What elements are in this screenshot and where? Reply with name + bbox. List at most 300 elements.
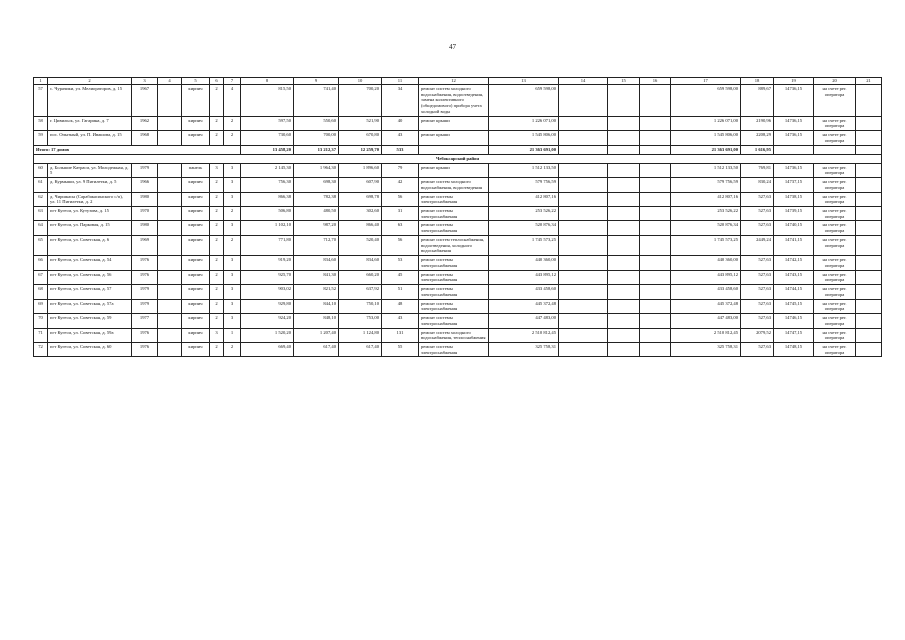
table-cell — [559, 207, 608, 221]
table-cell: 2 — [224, 116, 241, 130]
table-cell: г. Цивильск, ул. Гагарина, д. 7 — [48, 116, 132, 130]
table-cell: пгт Кугеси, ул. Советская, д. 54 — [48, 256, 132, 270]
column-number: 11 — [382, 78, 419, 85]
total-cell — [559, 145, 608, 154]
table-cell: 848,10 — [294, 314, 339, 328]
table-cell: 2190,96 — [741, 116, 774, 130]
table-cell — [640, 178, 671, 192]
table-cell: 2 — [224, 131, 241, 145]
table-cell: ремонт системы электроснабжения — [419, 256, 489, 270]
table-cell — [559, 235, 608, 255]
table-cell: 1979 — [132, 299, 158, 313]
table-row — [34, 270, 882, 284]
table-cell: 2079,52 — [741, 328, 774, 342]
table-cell: 2 — [210, 256, 224, 270]
table-cell: кирпич — [182, 342, 210, 356]
total-label: Итого: 17 домов — [34, 145, 241, 154]
table-cell: на счете рег. оператора — [814, 221, 856, 235]
table-cell: кирпич — [182, 116, 210, 130]
table-cell — [608, 85, 640, 117]
table-cell — [158, 270, 182, 284]
table-cell: кирпич — [182, 299, 210, 313]
table-cell — [559, 116, 608, 130]
table-cell: 14745,15 — [774, 299, 814, 313]
total-cell — [419, 145, 489, 154]
table-cell — [640, 221, 671, 235]
table-cell — [856, 328, 882, 342]
table-cell: 14739,15 — [774, 207, 814, 221]
table-cell — [608, 235, 640, 255]
table-cell — [559, 131, 608, 145]
table-cell — [608, 131, 640, 145]
table-cell: кирпич — [182, 328, 210, 342]
table-cell: на счете рег. оператора — [814, 131, 856, 145]
table-cell: 889,67 — [741, 85, 774, 117]
table-cell: ремонт системы электроснабжения — [419, 299, 489, 313]
table-cell: 2 — [210, 192, 224, 206]
column-number: 8 — [241, 78, 294, 85]
table-cell: 3 — [224, 299, 241, 313]
table-cell: 698,30 — [294, 178, 339, 192]
table-cell — [608, 256, 640, 270]
table-cell: д. Чиршкасы (Сарабакасинского с/п), ул. 11 Пятилетки, д. 2 — [48, 192, 132, 206]
table-cell — [640, 131, 671, 145]
table-cell: 3 — [224, 192, 241, 206]
table-cell — [608, 116, 640, 130]
column-number: 5 — [182, 78, 210, 85]
table-cell: 131 — [382, 328, 419, 342]
total-cell: 1 616,95 — [741, 145, 774, 154]
table-row — [34, 192, 882, 206]
total-cell — [856, 145, 882, 154]
table-cell: 3 — [224, 270, 241, 284]
table-cell — [158, 342, 182, 356]
table-cell: 445 372,48 — [671, 299, 741, 313]
table-cell — [856, 85, 882, 117]
table-cell: 659 598,00 — [671, 85, 741, 117]
table-cell — [608, 192, 640, 206]
table-cell: 63 — [382, 221, 419, 235]
table-cell — [856, 207, 882, 221]
table-cell — [640, 116, 671, 130]
table-cell: 1 545 806,00 — [489, 131, 559, 145]
table-cell: 2 — [224, 207, 241, 221]
table-cell: 60 — [34, 163, 48, 177]
table-cell — [559, 299, 608, 313]
column-number: 15 — [608, 78, 640, 85]
table-cell: 302,60 — [339, 207, 382, 221]
total-cell: 12 259,70 — [339, 145, 382, 154]
table-cell — [158, 163, 182, 177]
table-cell: 527,63 — [741, 221, 774, 235]
table-cell: 815,50 — [241, 85, 294, 117]
table-cell: 730,60 — [241, 131, 294, 145]
table-cell: 1970 — [132, 207, 158, 221]
column-number: 13 — [489, 78, 559, 85]
table-cell: 834,60 — [294, 256, 339, 270]
column-number-row — [34, 78, 882, 85]
table-row — [34, 299, 882, 313]
table-cell: 480,50 — [294, 207, 339, 221]
table-cell: 521,90 — [339, 116, 382, 130]
table-cell: 527,63 — [741, 342, 774, 356]
table-cell: 527,63 — [741, 192, 774, 206]
table-cell: на счете рег. оператора — [814, 285, 856, 299]
table-cell — [158, 299, 182, 313]
table-cell — [856, 342, 882, 356]
table-cell: 670,80 — [339, 131, 382, 145]
table-cell: 1 207,40 — [294, 328, 339, 342]
column-number: 16 — [640, 78, 671, 85]
table-cell: 71 — [34, 328, 48, 342]
column-number: 4 — [158, 78, 182, 85]
table-cell: 1 — [224, 328, 241, 342]
table-cell: 700,00 — [294, 131, 339, 145]
table-cell: 1968 — [132, 131, 158, 145]
table-cell: 1 102,10 — [241, 221, 294, 235]
table-cell: 57 — [34, 85, 48, 117]
table-cell — [640, 270, 671, 284]
table-cell: 2 — [210, 285, 224, 299]
table-cell: 771,80 — [241, 235, 294, 255]
table-row — [34, 342, 882, 356]
table-cell: 637,92 — [339, 285, 382, 299]
table-cell: 65 — [34, 235, 48, 255]
table-cell: на счете рег. оператора — [814, 116, 856, 130]
table-cell: ремонт систем холодного водоснабжения, теплоснабжения — [419, 328, 489, 342]
table-cell — [608, 163, 640, 177]
table-cell — [158, 192, 182, 206]
table-cell — [856, 235, 882, 255]
table-cell: 2 — [210, 221, 224, 235]
table-cell: 520 876,34 — [671, 221, 741, 235]
table-cell — [640, 314, 671, 328]
table-cell: 3 — [224, 285, 241, 299]
table-cell: 659 598,00 — [489, 85, 559, 117]
table-cell — [608, 285, 640, 299]
table-cell: 1 226 071,00 — [489, 116, 559, 130]
table-row — [34, 163, 882, 177]
table-cell: 14736,15 — [774, 116, 814, 130]
table-cell: 1962 — [132, 116, 158, 130]
table-cell: ремонт системы электроснабжения — [419, 192, 489, 206]
table-cell: 14746,15 — [774, 314, 814, 328]
table-cell: 1976 — [132, 342, 158, 356]
total-cell — [814, 145, 856, 154]
table-cell: 924,20 — [241, 314, 294, 328]
table-cell: 1980 — [132, 221, 158, 235]
table-cell: 1976 — [132, 270, 158, 284]
total-cell: 13 458,20 — [241, 145, 294, 154]
table-cell — [608, 314, 640, 328]
column-number: 9 — [294, 78, 339, 85]
table-cell: 527,63 — [741, 314, 774, 328]
table-cell: 2 510 812,45 — [671, 328, 741, 342]
table-cell: 597,50 — [241, 116, 294, 130]
total-cell: 21 363 691,00 — [489, 145, 559, 154]
table-cell: на счете рег. оператора — [814, 192, 856, 206]
table-cell: кирпич — [182, 256, 210, 270]
table-cell: 1979 — [132, 163, 158, 177]
table-row — [34, 221, 882, 235]
table-cell: ремонт системы электроснабжения — [419, 270, 489, 284]
table-cell: 55 — [382, 342, 419, 356]
table-cell: на счете рег. оператора — [814, 207, 856, 221]
table-cell: 769,81 — [741, 163, 774, 177]
table-cell: пгт Кугеси, ул. Советская, д. 60 — [48, 342, 132, 356]
column-number: 3 — [132, 78, 158, 85]
table-cell: 617,40 — [339, 342, 382, 356]
table-cell: 2 — [210, 235, 224, 255]
table-row — [34, 131, 882, 145]
table-cell: 866,38 — [241, 192, 294, 206]
table-cell: 68 — [34, 285, 48, 299]
table-cell: 1 512 133,50 — [489, 163, 559, 177]
table-cell: 253 526,22 — [489, 207, 559, 221]
column-number: 14 — [559, 78, 608, 85]
column-number: 21 — [856, 78, 882, 85]
table-cell: 412 807,16 — [671, 192, 741, 206]
table-cell — [608, 270, 640, 284]
table-cell: 79 — [382, 163, 419, 177]
table-cell — [640, 85, 671, 117]
table-cell: 698,78 — [339, 192, 382, 206]
table-cell — [856, 131, 882, 145]
table-cell: кирпич — [182, 131, 210, 145]
column-number: 18 — [741, 78, 774, 85]
table-cell: 834,60 — [339, 256, 382, 270]
table-cell: 31 — [382, 207, 419, 221]
table-cell: пос. Опытный, ул. П. Ивашова, д. 15 — [48, 131, 132, 145]
table-cell — [640, 235, 671, 255]
table-cell: 925,70 — [241, 270, 294, 284]
table-cell: пгт Кугеси, ул. Парковая, д. 15 — [48, 221, 132, 235]
table-cell: пгт Кугеси, ул. Советская, д. 57 — [48, 285, 132, 299]
table-cell: 64 — [34, 221, 48, 235]
table-cell: 443 895,12 — [671, 270, 741, 284]
table-cell — [640, 163, 671, 177]
table-cell: 987,20 — [294, 221, 339, 235]
table-cell: 2 — [210, 342, 224, 356]
table-cell — [559, 221, 608, 235]
table-cell: 844,10 — [294, 299, 339, 313]
table-cell: 53 — [382, 256, 419, 270]
table-cell: ремонт крыши — [419, 131, 489, 145]
table-cell: 2 — [210, 131, 224, 145]
table-cell — [856, 285, 882, 299]
table-cell — [856, 299, 882, 313]
table-cell: ремонт системы электроснабжения — [419, 221, 489, 235]
table-cell: пгт Кугеси, ул. Советская, д. 56 — [48, 270, 132, 284]
table-cell: 62 — [34, 192, 48, 206]
table-cell: 2 — [224, 342, 241, 356]
table-cell: 51 — [382, 285, 419, 299]
table-cell: 3 — [224, 163, 241, 177]
table-cell: 14736,15 — [774, 163, 814, 177]
table-cell: 56 — [382, 235, 419, 255]
table-cell — [158, 116, 182, 130]
table-cell: 527,63 — [741, 270, 774, 284]
table-row — [34, 178, 882, 192]
table-cell: на счете рег. оператора — [814, 342, 856, 356]
table-cell: 2 — [210, 299, 224, 313]
table-cell: 433 458,60 — [489, 285, 559, 299]
table-row — [34, 328, 882, 342]
table-cell: 527,63 — [741, 256, 774, 270]
table-cell — [559, 256, 608, 270]
table-cell: 43 — [382, 131, 419, 145]
table-cell: 2 — [210, 178, 224, 192]
table-cell: 63 — [34, 207, 48, 221]
table-cell: кирпич — [182, 178, 210, 192]
table-cell: 750,10 — [339, 299, 382, 313]
table-cell: 445 372,48 — [489, 299, 559, 313]
table-cell: ремонт системы электроснабжения — [419, 285, 489, 299]
table-cell: 2449,24 — [741, 235, 774, 255]
table-cell — [559, 328, 608, 342]
table-cell: на счете рег. оператора — [814, 270, 856, 284]
table-cell: 14737,15 — [774, 178, 814, 192]
table-cell: 447 483,00 — [489, 314, 559, 328]
table-cell: ремонт систем теплоснабжения, водоотведения, холодного водоснабжения — [419, 235, 489, 255]
table-cell: 520,40 — [339, 235, 382, 255]
table-cell: на счете рег. оператора — [814, 299, 856, 313]
table-cell — [158, 221, 182, 235]
table-row — [34, 207, 882, 221]
table-cell — [640, 285, 671, 299]
table-cell: 3 — [224, 256, 241, 270]
table-cell: 830,24 — [741, 178, 774, 192]
table-cell — [608, 299, 640, 313]
total-cell: 533 — [382, 145, 419, 154]
table-cell: ремонт крыши — [419, 116, 489, 130]
table-cell: 433 458,60 — [671, 285, 741, 299]
table-cell — [640, 328, 671, 342]
table-cell: 700,20 — [339, 85, 382, 117]
table-cell: 3 — [224, 178, 241, 192]
table-cell: 617,40 — [294, 342, 339, 356]
table-cell: 866,40 — [339, 221, 382, 235]
table-cell: 14736,15 — [774, 131, 814, 145]
table-cell: 14740,15 — [774, 221, 814, 235]
table-cell — [559, 192, 608, 206]
column-number: 6 — [210, 78, 224, 85]
table-cell — [640, 299, 671, 313]
table-cell: пгт Кугеси, ул. Кутузова, д. 15 — [48, 207, 132, 221]
page-number: 47 — [449, 43, 456, 51]
table-cell: 660,20 — [339, 270, 382, 284]
table-cell — [608, 221, 640, 235]
region-label: Чебоксарский район — [34, 154, 882, 163]
table-cell — [856, 178, 882, 192]
table-cell — [158, 85, 182, 117]
table-cell — [856, 256, 882, 270]
table-cell: ремонт систем холодного водоснабжения, водоотведения, замена коллективного (общедомового) прибора учета холодной воды — [419, 85, 489, 117]
table-cell: 579 756,59 — [489, 178, 559, 192]
table-cell: 1 545 806,00 — [671, 131, 741, 145]
table-cell — [608, 178, 640, 192]
table-cell: 40 — [382, 116, 419, 130]
table-cell — [608, 328, 640, 342]
table-cell: пгт Кугеси, ул. Советская, д. 59 — [48, 314, 132, 328]
table-cell: кирпич — [182, 207, 210, 221]
table-cell: 1977 — [132, 314, 158, 328]
table-cell: 67 — [34, 270, 48, 284]
table-cell: ремонт систем холодного водоснабжения, водоотведения — [419, 178, 489, 192]
table-cell — [559, 342, 608, 356]
table-cell: ремонт системы электроснабжения — [419, 342, 489, 356]
table-cell: 821,52 — [294, 285, 339, 299]
table-cell: кирпич — [182, 85, 210, 117]
table-cell: 253 526,22 — [671, 207, 741, 221]
table-cell: 1 226 071,00 — [671, 116, 741, 130]
table-cell: 527,63 — [741, 299, 774, 313]
table-cell — [856, 221, 882, 235]
table-cell: 70 — [34, 314, 48, 328]
table-cell: кирпич — [182, 221, 210, 235]
table-cell: 753,00 — [339, 314, 382, 328]
table-cell: 2 — [210, 270, 224, 284]
table-cell: 14741,15 — [774, 235, 814, 255]
table-cell — [158, 178, 182, 192]
table-cell: д. Большие Катраси, ул. Молодежная, д. 5 — [48, 163, 132, 177]
table-cell: 841,30 — [294, 270, 339, 284]
table-cell — [608, 207, 640, 221]
region-row — [34, 154, 882, 163]
table-cell: 506,80 — [241, 207, 294, 221]
table-cell — [158, 328, 182, 342]
column-number: 19 — [774, 78, 814, 85]
table-cell: 58 — [34, 116, 48, 130]
table-cell — [158, 235, 182, 255]
table-cell: 56 — [382, 192, 419, 206]
table-cell — [158, 256, 182, 270]
table-cell: 14743,15 — [774, 270, 814, 284]
table-row — [34, 85, 882, 117]
table-cell: на счете рег. оператора — [814, 328, 856, 342]
column-number: 1 — [34, 78, 48, 85]
table-cell — [856, 192, 882, 206]
table-cell: 2 — [210, 207, 224, 221]
table-cell: на счете рег. оператора — [814, 235, 856, 255]
table-cell: на счете рег. оператора — [814, 256, 856, 270]
table-cell: ремонт системы электроснабжения — [419, 314, 489, 328]
table-cell: 1976 — [132, 328, 158, 342]
column-number: 12 — [419, 78, 489, 85]
table-cell — [640, 192, 671, 206]
total-row — [34, 145, 882, 154]
table-cell: 447 483,00 — [671, 314, 741, 328]
table-cell: кирпич — [182, 314, 210, 328]
table-cell: 325 758,31 — [489, 342, 559, 356]
table-cell: 2 — [210, 314, 224, 328]
total-cell: 21 363 691,00 — [671, 145, 741, 154]
table-cell: 579 756,59 — [671, 178, 741, 192]
table-cell: 1980 — [132, 192, 158, 206]
table-cell: 607,90 — [339, 178, 382, 192]
table-cell — [559, 178, 608, 192]
table-cell: пгт Кугеси, ул. Советская, д. 57а — [48, 299, 132, 313]
table-cell: с. Чурачики, ул. Мелиораторов, д. 15 — [48, 85, 132, 117]
table-cell — [559, 85, 608, 117]
table-cell: 59 — [34, 131, 48, 145]
table-cell: 1976 — [132, 256, 158, 270]
table-cell: 66 — [34, 256, 48, 270]
table-cell: 1979 — [132, 285, 158, 299]
table-cell: 69 — [34, 299, 48, 313]
table-cell: пгт Кугеси, ул. Советская, д. 6 — [48, 235, 132, 255]
table-cell: кирпич — [182, 270, 210, 284]
